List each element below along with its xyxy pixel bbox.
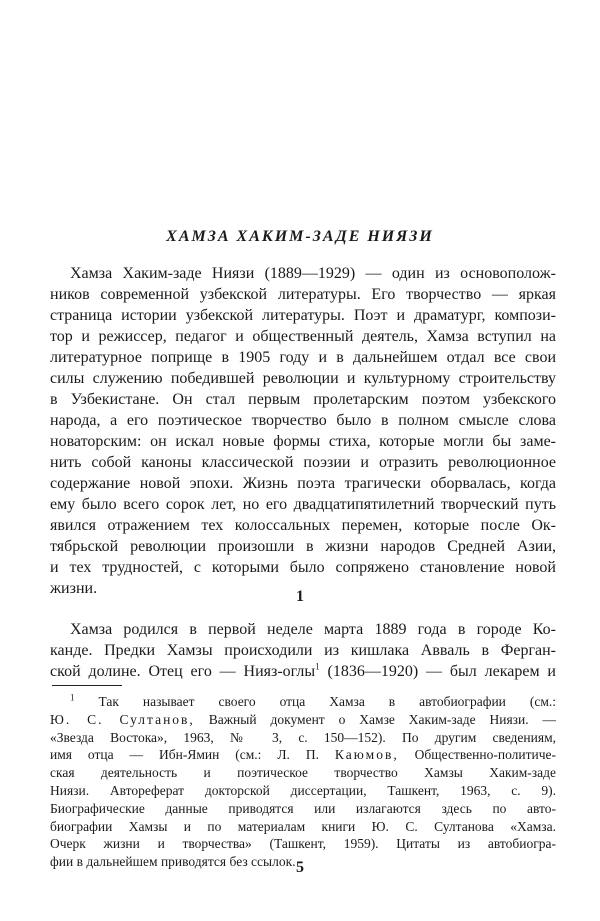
text-line: явился отражением тех колоссальных перемен, которые после Ок- [50, 517, 556, 534]
text-line: канде. Предки Хамзы происходили из кишлака Авваль в Ферган- [50, 642, 556, 659]
footnote-line: Биографические данные приводятся или излагаются здесь по авто- [50, 800, 556, 816]
text-fragment: Важный документ о Хамзе Хаким-заде Ниязи. — [208, 711, 556, 727]
text-fragment: Так называет своего отца Хамза в автобиографии (см.: [98, 694, 556, 709]
footnote-line: Очерк жизни и творчества» (Ташкент, 1959). Цитаты из автобиогра- [50, 836, 556, 852]
page-number: 5 [296, 859, 304, 876]
text-fragment: (1836—1920) — был лекарем и [327, 663, 556, 680]
intro-paragraph [50, 263, 556, 599]
footnote-line: ская деятельность и поэтическое творчество Хамзы Хаким-заде [50, 765, 556, 781]
text-line: страница истории узбекской литературы. Поэт и драматург, компози- [50, 307, 556, 324]
footnote-line [50, 693, 556, 711]
text-line: новаторским: он искал новые формы стиха, которые могли бы заме- [50, 433, 556, 450]
footnote-line: Ниязи. Автореферат докторской диссертации, Ташкент, 1963, с. 9). [50, 782, 556, 798]
footnote-line: биографии Хамзы и по материалам книги Ю. С. Султанова «Хамза. [50, 818, 556, 834]
author-name: Ю. С. Султанов, [50, 711, 195, 727]
text-line: содержание новой эпохи. Жизнь поэта трагически оборвалась, когда [50, 475, 556, 492]
text-line: Хамза родился в первой неделе марта 1889 года в городе Ко- [70, 621, 556, 638]
footnote-line: фии в дальнейшем приводятся без ссылок. [50, 854, 296, 870]
text-line: в Узбекистане. Он стал первым пролетарским поэтом узбекского [50, 391, 556, 408]
text-line: ников современной узбекской литературы. Его творчество — яркая [50, 286, 556, 303]
chapter-title: ХАМЗА ХАКИМ-ЗАДЕ НИЯЗИ [166, 228, 434, 245]
text-fragment: ской долине. Отец его — Нияз-оглы [50, 663, 316, 680]
text-line: литературное поприще в 1905 году и в дальнейшем отдал все свои [50, 349, 556, 366]
text-line: ему было всего сорок лет, но его двадцатипятилетний творческий путь [50, 496, 556, 513]
footnote-line [50, 746, 556, 764]
text-line: нить собой каноны классической поэзии и отразить революционное [50, 454, 556, 471]
text-line [50, 661, 556, 682]
footnote [50, 693, 556, 871]
footnote-divider [52, 685, 122, 686]
text-fragment: имя отца — Ибн-Ямин (см.: Л. П. [50, 747, 319, 763]
footnote-marker: 1 [70, 692, 75, 703]
text-fragment: Общественно-политиче- [414, 747, 557, 763]
text-line: Хамза Хаким-заде Ниязи (1889—1929) — один из основополож- [70, 265, 556, 282]
footnote-line: «Звезда Востока», 1963, № 3, с. 150—152). По другим сведениям, [50, 729, 556, 745]
text-line: и тех трудностей, с которыми было сопряжено становление новой [50, 559, 556, 576]
text-line: тябрьской революции произошли в жизни народов Средней Азии, [50, 538, 556, 555]
text-line: жизни. [50, 580, 98, 597]
footnote-line [50, 711, 556, 729]
footnote-ref: 1 [315, 661, 320, 672]
text-line: тор и режиссер, педагог и общественный деятель, Хамза вступил на [50, 328, 556, 345]
body-paragraph [50, 619, 556, 682]
author-name: Каюмов, [334, 747, 399, 763]
text-line: силы служению победившей революции и культурному строительству [50, 370, 556, 387]
text-line: народа, а его поэтическое творчество было в полном смысле слова [50, 412, 556, 429]
section-number: 1 [296, 588, 304, 605]
